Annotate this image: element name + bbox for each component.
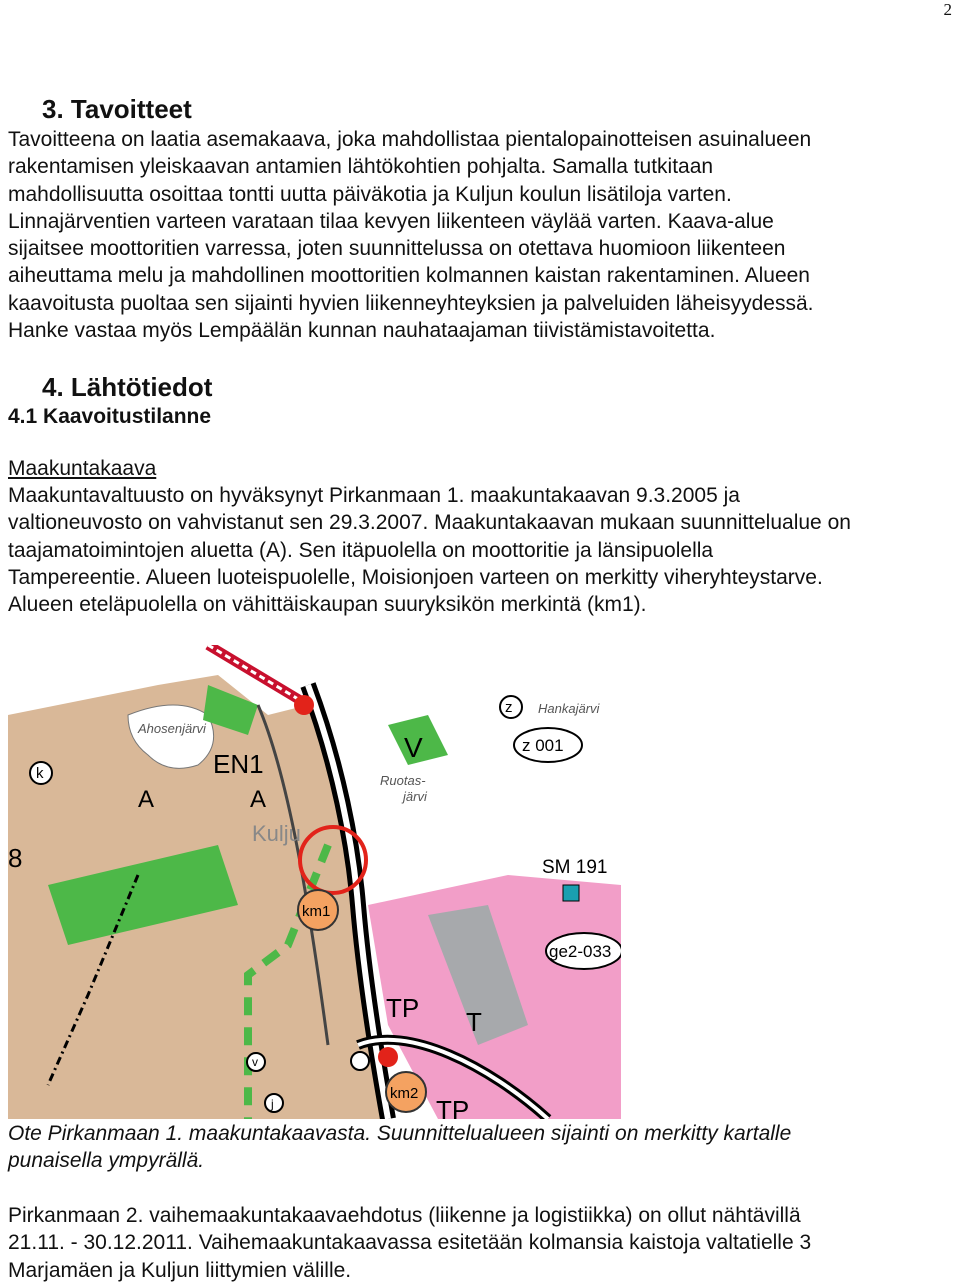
text-line: taajamatoimintojen aluetta (A). Sen itäpuolella on moottoritie ja länsipuolella [8, 538, 714, 562]
maakuntakaava-subheading [8, 455, 958, 482]
page-number: 2 [943, 0, 952, 19]
section-4-paragraph [8, 482, 958, 618]
red-marker [378, 1047, 398, 1067]
regional-plan-map [8, 645, 621, 1119]
map-label: km2 [390, 1085, 419, 1102]
text-line: Linnajärventien varteen varataan tilaa kevyen liikenteen väylää varten. Kaava-alue [8, 209, 774, 233]
text-line: 21.11. - 30.12.2011. Vaihemaakuntakaavassa esitetään kolmansia kaistoja valtatielle 3 [8, 1231, 812, 1255]
map-label: Kulju [252, 821, 301, 846]
subheading-text: Maakuntakaava [8, 457, 157, 480]
map-label: z [505, 699, 513, 716]
map-label: v [252, 1055, 258, 1069]
red-marker [294, 695, 314, 715]
map-label: TP [386, 993, 420, 1023]
map-label: Hankajärvi [538, 701, 600, 716]
text-line: aiheuttama melu ja mahdollinen moottoritien kolmannen kaistan rakentaminen. Alueen [8, 264, 810, 288]
text-line: Tampereentie. Alueen luoteispuolelle, Moisionjoen varteen on merkitty viheryhteystarve. [8, 565, 823, 589]
caption-line: Ote Pirkanmaan 1. maakuntakaavasta. Suunnittelualueen sijainti on merkitty kartalle [8, 1122, 792, 1145]
map-label: ge2-033 [549, 942, 612, 961]
map-label: A [250, 786, 267, 813]
text-line: sijaitsee moottoritien varressa, joten suunnittelussa on otettava huomioon liikenteen [8, 237, 786, 261]
vaihemaakuntakaava-paragraph [8, 1202, 958, 1284]
section-3-heading: 3. Tavoitteet [42, 94, 192, 124]
text-line: Marjamäen ja Kuljun liittymien välille. [8, 1258, 352, 1282]
map-label: Ahosenjärvi [138, 721, 206, 736]
map-label: km1 [302, 903, 331, 920]
section-3-paragraph [8, 126, 958, 344]
map-label: k [36, 765, 44, 782]
map-label: T [466, 1007, 482, 1037]
caption-line: punaisella ympyrällä. [8, 1149, 205, 1173]
white-marker [351, 1052, 369, 1070]
text-line: rakentamisen yleiskaavan antamien lähtökohtien pohjalta. Samalla tutkitaan [8, 155, 714, 179]
text-line: Pirkanmaan 2. vaihemaakuntakaavaehdotus (liikenne ja logistiikka) on ollut nähtävillä [8, 1204, 801, 1227]
text-line: Alueen eteläpuolella on vähittäiskaupan suuryksikön merkintä (km1). [8, 593, 647, 617]
text-line: Hanke vastaa myös Lempäälän kunnan nauhataajaman tiivistämistavoitetta. [8, 319, 716, 343]
map-label: V [404, 732, 423, 763]
map-label: j [271, 1097, 274, 1111]
section-4-1-heading: 4.1 Kaavoitustilanne [8, 405, 212, 428]
map-caption [8, 1120, 958, 1175]
j-marker [265, 1094, 283, 1112]
map-label: 8 [8, 843, 23, 873]
map-label: TP [436, 1095, 470, 1119]
map-label: järvi [403, 789, 427, 804]
text-line: Maakuntavaltuusto on hyväksynyt Pirkanmaan 1. maakuntakaavan 9.3.2005 ja [8, 484, 740, 507]
text-line: valtioneuvosto on vahvistanut sen 29.3.2007. Maakuntakaavan mukaan suunnittelualue on [8, 511, 851, 535]
map-label: A [138, 786, 155, 813]
text-line: kaavoitusta puoltaa sen sijainti hyvien liikenneyhteyksien ja palveluiden läheisyydessä. [8, 291, 814, 315]
map-label: EN1 [213, 749, 264, 779]
map-label: SM 191 [542, 857, 608, 878]
section-4-heading: 4. Lähtötiedot [42, 372, 213, 402]
map-label: z 001 [522, 736, 564, 755]
sm191-icon [563, 885, 579, 901]
text-line: Tavoitteena on laatia asemakaava, joka mahdollistaa pientalopainotteisen asuinalueen [8, 128, 812, 151]
text-line: mahdollisuutta osoittaa tontti uutta päiväkotia ja Kuljun koulun lisätiloja varten. [8, 182, 732, 206]
map-label: Ruotas- [380, 773, 426, 788]
